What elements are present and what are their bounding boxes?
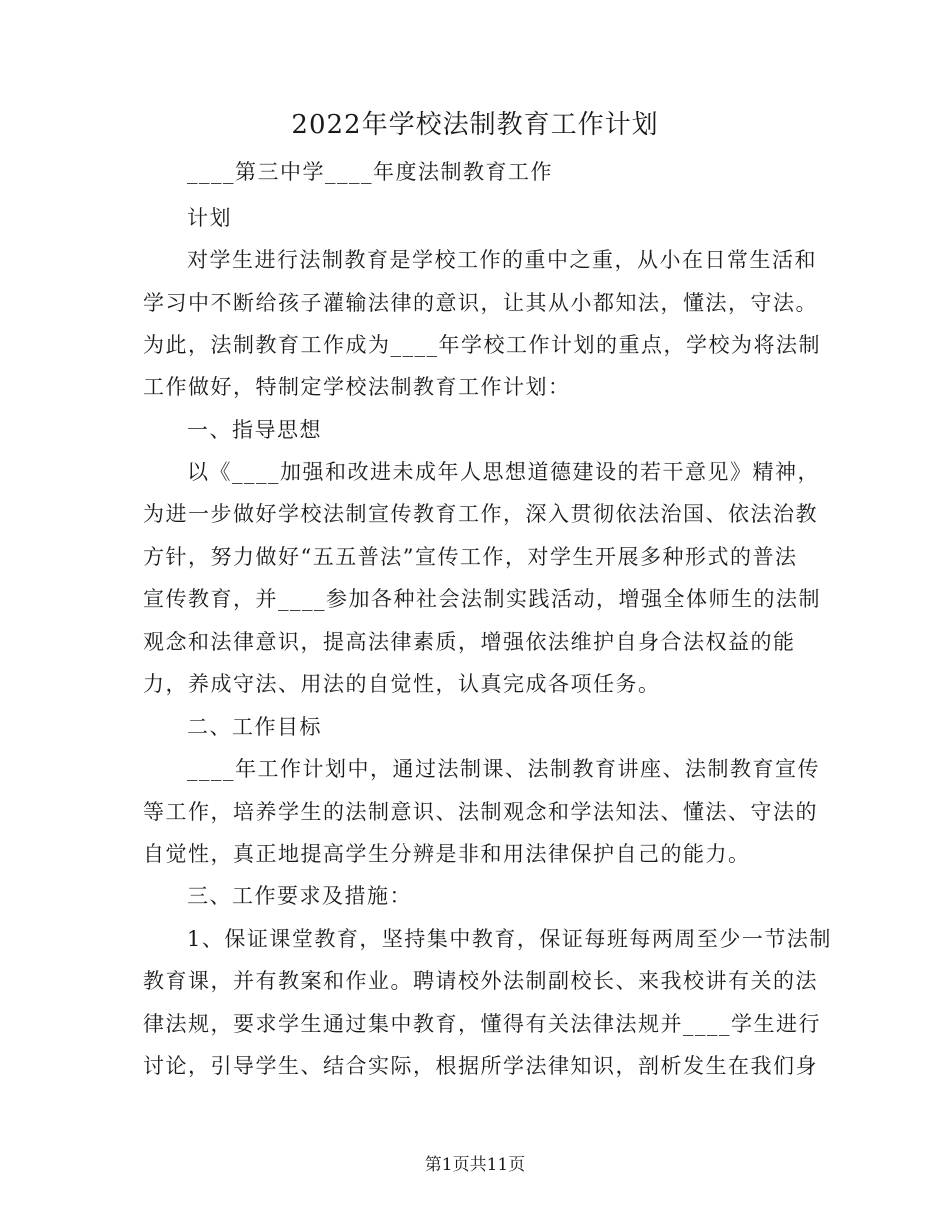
paragraph-line: 等工作，培养学生的法制意识、法制观念和学法知法、懂法、守法的 (143, 800, 818, 824)
paragraph-line: ____年工作计划中，通过法制课、法制教育讲座、法制教育宣传 (187, 757, 820, 781)
paragraph-line: 以《____加强和改进未成年人思想道德建设的若干意见》精神， (187, 460, 820, 484)
page-number-footer: 第1页共11页 (424, 1155, 526, 1175)
paragraph-line: 为进一步做好学校法制宣传教育工作，深入贯彻依法治国、依法治教 (143, 502, 818, 526)
paragraph-line: 对学生进行法制教育是学校工作的重中之重，从小在日常生活和 (187, 248, 817, 272)
paragraph-line: 力，养成守法、用法的自觉性，认真完成各项任务。 (143, 672, 661, 696)
paragraph-line: 学习中不断给孩子灌输法律的意识，让其从小都知法，懂法，守法。 (143, 291, 818, 315)
paragraph-line: 为此，法制教育工作成为____年学校工作计划的重点，学校为将法制 (143, 333, 821, 357)
paragraph-line: 自觉性，真正地提高学生分辨是非和用法律保护自己的能力。 (143, 842, 751, 866)
paragraph-line: 律法规，要求学生通过集中教育，懂得有关法律法规并____学生进行 (143, 1012, 821, 1036)
section-heading: 二、工作目标 (187, 715, 322, 739)
paragraph-line: 宣传教育，并____参加各种社会法制实践活动，增强全体师生的法制 (143, 587, 821, 611)
section-heading: 三、工作要求及措施： (187, 884, 412, 908)
paragraph-line: 方针，努力做好“五五普法”宣传工作，对学生开展多种形式的普法 (143, 545, 798, 569)
paragraph-line: 工作做好，特制定学校法制教育工作计划： (143, 375, 571, 399)
paragraph-line: 观念和法律意识，提高法律素质，增强依法维护自身合法权益的能 (143, 630, 796, 654)
paragraph-line: 讨论，引导学生、结合实际，根据所学法律知识，剖析发生在我们身 (143, 1054, 818, 1078)
document-title: 2022年学校法制教育工作计划 (291, 110, 659, 140)
subtitle-line: ____第三中学____年度法制教育工作 (187, 160, 553, 184)
paragraph-line: 教育课，并有教案和作业。聘请校外法制副校长、来我校讲有关的法 (143, 969, 818, 993)
subtitle-line: 计划 (187, 206, 232, 230)
section-heading: 一、指导思想 (187, 418, 322, 442)
paragraph-line: 1、保证课堂教育，坚持集中教育，保证每班每两周至少一节法制 (187, 927, 832, 951)
